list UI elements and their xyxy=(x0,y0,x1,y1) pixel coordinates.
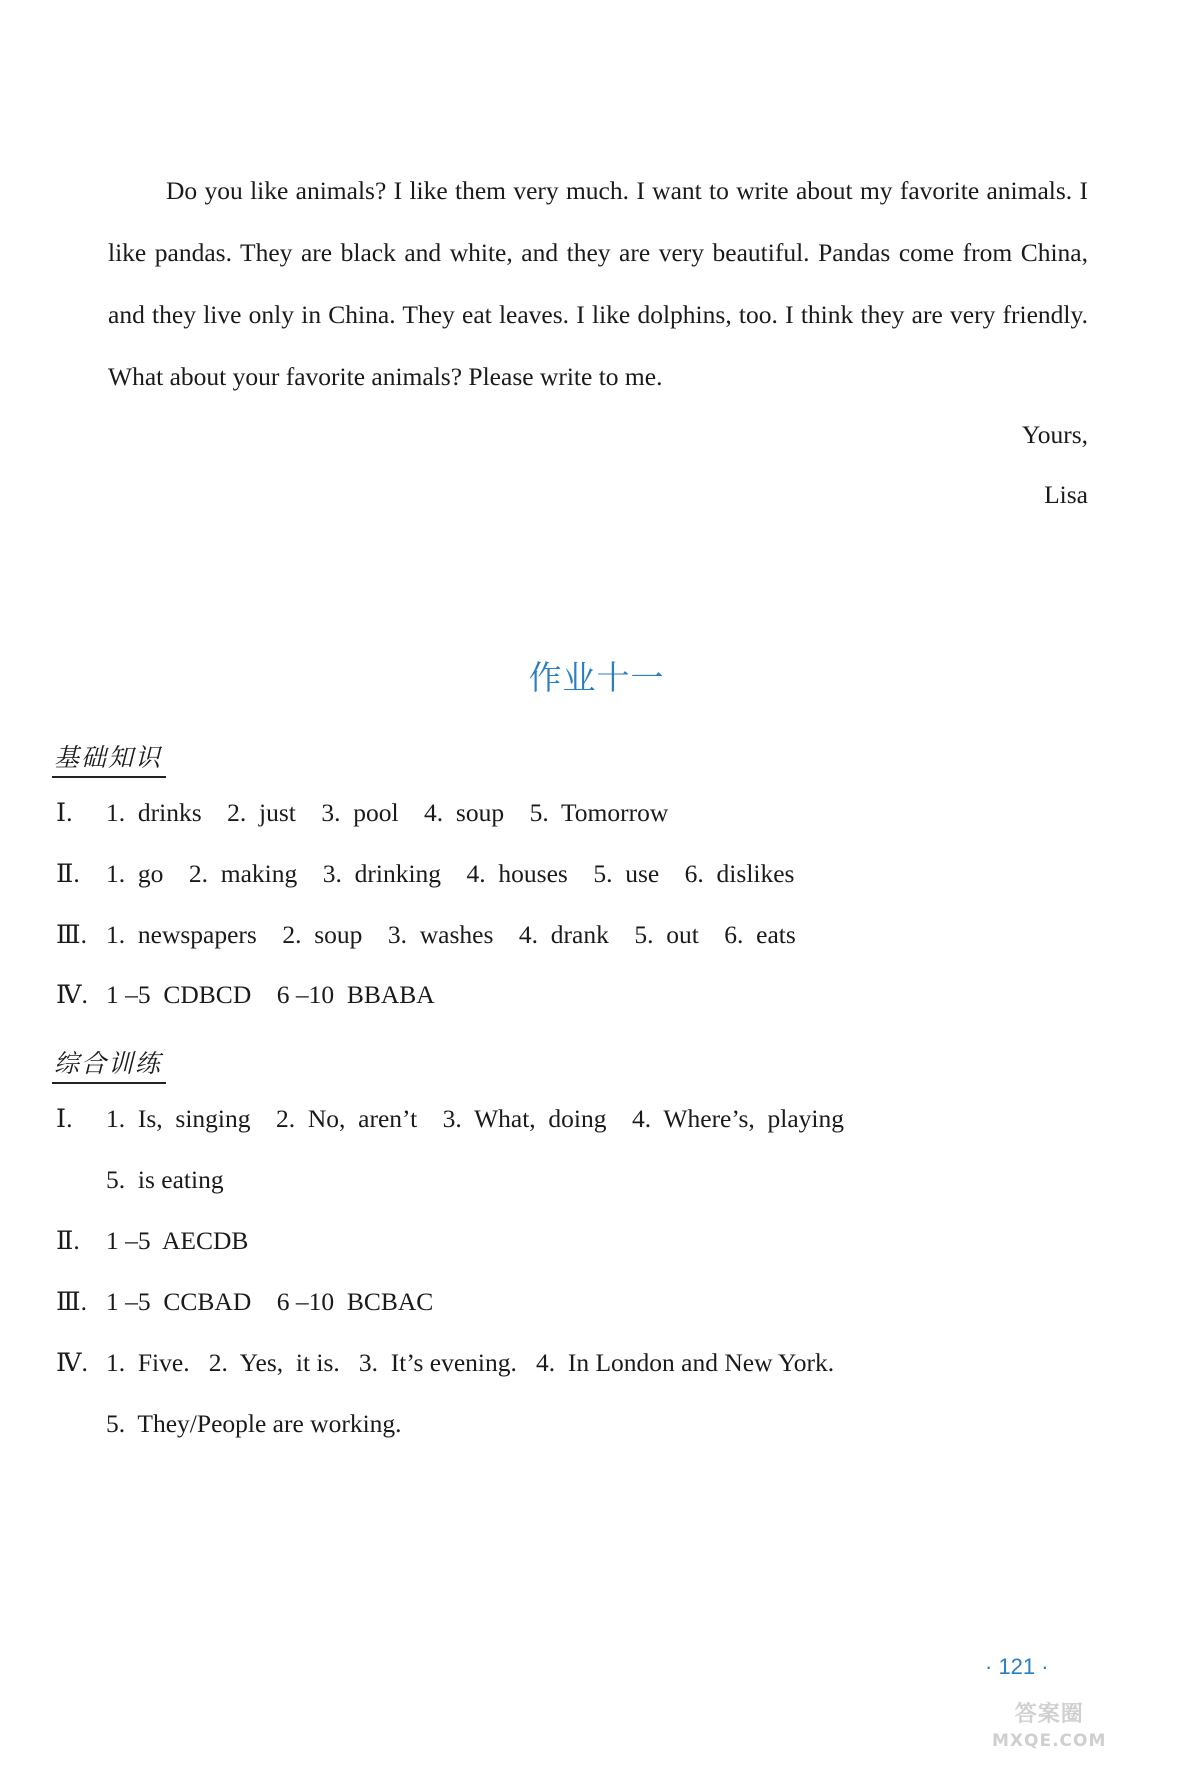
answer-row xyxy=(56,1348,834,1378)
section-heading-basic: 基础知识 xyxy=(52,738,166,778)
answer-row xyxy=(56,980,435,1010)
answer-row xyxy=(56,798,668,828)
row-answers: 1. newspapers 2. soup 3. washes 4. drank 5. out 6. eats xyxy=(106,920,796,949)
answer-row-continuation xyxy=(106,1409,402,1439)
row-numeral: Ⅲ. xyxy=(56,1287,87,1316)
row-answers: 1 –5 CCBAD 6 –10 BCBAC xyxy=(106,1287,434,1316)
row-answers: 1. Five. 2. Yes, it is. 3. It’s evening. 4. In London and New York. xyxy=(106,1348,835,1377)
section-heading-comprehensive: 综合训练 xyxy=(52,1044,166,1084)
row-numeral: Ⅲ. xyxy=(56,920,87,949)
row-numeral: Ⅰ. xyxy=(56,1104,73,1133)
answer-row xyxy=(56,1226,248,1256)
row-answers: 1. Is, singing 2. No, aren’t 3. What, doing 4. Where’s, playing xyxy=(106,1104,844,1133)
answer-row-continuation xyxy=(106,1165,224,1195)
row-answers: 5. They/People are working. xyxy=(106,1409,402,1438)
row-numeral: Ⅱ. xyxy=(56,859,80,888)
row-numeral: Ⅰ. xyxy=(56,798,73,827)
letter-paragraph: Do you like animals? I like them very much. I want to write about my favorite animals. I like pandas. They are black and white, and they are very beautiful. Pandas come from China, and they live only in China. They eat leaves. I like dolphins, too. I think they are very friendly. What about your favorite animals? Please write to me. xyxy=(108,176,1088,391)
answer-row xyxy=(56,1287,433,1317)
letter-closing: Yours, xyxy=(1021,420,1088,449)
letter-body xyxy=(108,160,1088,408)
watermark-url: MXQE.COM xyxy=(992,1731,1107,1751)
watermark-text: 答案圈 xyxy=(1014,1702,1084,1727)
answer-row xyxy=(56,859,794,889)
answer-row xyxy=(56,920,796,950)
row-answers: 1 –5 CDBCD 6 –10 BBABA xyxy=(106,980,435,1009)
row-answers: 1. drinks 2. just 3. pool 4. soup 5. Tomorrow xyxy=(106,798,669,827)
row-answers: 1. go 2. making 3. drinking 4. houses 5. use 6. dislikes xyxy=(106,859,795,888)
page-number: · 121 · xyxy=(985,1654,1049,1679)
row-numeral: Ⅱ. xyxy=(56,1226,80,1255)
letter-signature: Lisa xyxy=(1044,480,1088,509)
answer-row xyxy=(56,1104,844,1134)
row-answers: 5. is eating xyxy=(106,1165,224,1194)
row-numeral: Ⅳ. xyxy=(56,980,88,1009)
assignment-title: 作业十一 xyxy=(528,658,665,697)
watermark-logo xyxy=(992,1702,1106,1754)
row-numeral: Ⅳ. xyxy=(56,1348,88,1377)
row-answers: 1 –5 AECDB xyxy=(106,1226,249,1255)
